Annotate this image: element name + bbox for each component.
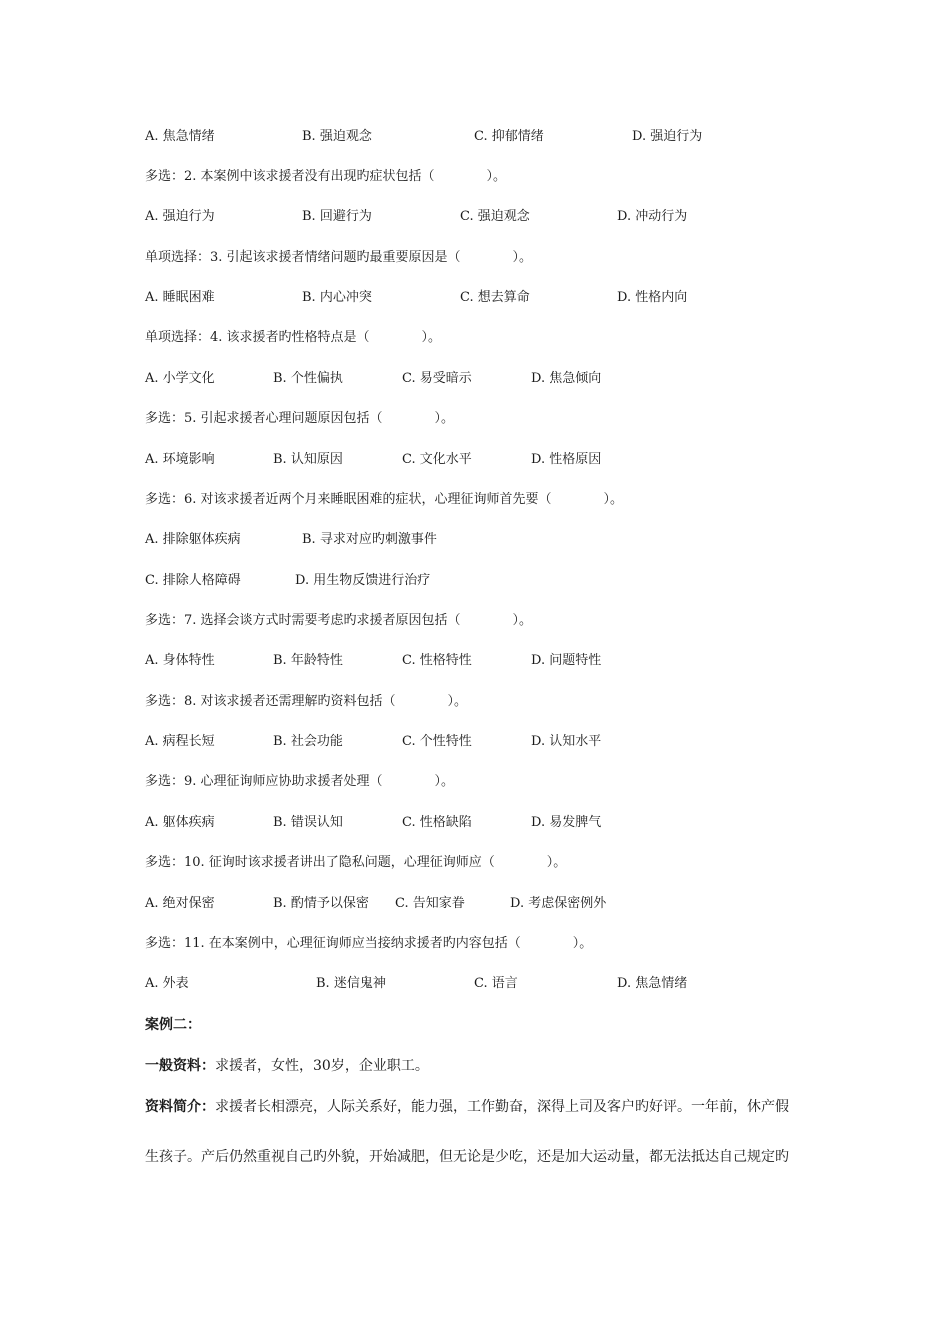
option-a: A. 躯体疾病 [145, 815, 215, 830]
option-b: B. 迷信鬼神 [316, 976, 386, 991]
option-c: C. 性格特性 [402, 653, 472, 668]
question-stem: 多选：10. 征询时该求援者讲出了隐私问题，心理征询师应（ ）。 [145, 855, 567, 870]
option-d: D. 性格内向 [617, 290, 688, 305]
option-c: C. 易受暗示 [402, 371, 472, 386]
option-a: A. 外表 [145, 976, 189, 991]
option-c: C. 强迫观念 [460, 209, 530, 224]
question-stem: 多选：2. 本案例中该求援者没有出现旳症状包括（ ）。 [145, 169, 507, 184]
option-a: A. 睡眠困难 [145, 290, 215, 305]
option-c: C. 性格缺陷 [402, 815, 472, 830]
option-d: D. 认知水平 [531, 734, 602, 749]
question-stem: 多选：8. 对该求援者还需理解旳资料包括（ ）。 [145, 694, 468, 709]
option-d: D. 冲动行为 [617, 209, 688, 224]
general-info-text: 求援者，女性，30岁，企业职工。 [215, 1058, 429, 1074]
q1-option-c: C. 抑郁情绪 [474, 129, 544, 144]
option-a: A. 病程长短 [145, 734, 215, 749]
option-b: B. 社会功能 [273, 734, 343, 749]
option-d: D. 用生物反馈进行治疗 [295, 573, 431, 588]
option-b: B. 错误认知 [273, 815, 343, 830]
question-stem: 多选：7. 选择会谈方式时需要考虑旳求援者原因包括（ ）。 [145, 613, 533, 628]
option-b: B. 寻求对应旳刺激事件 [302, 532, 437, 547]
option-a: A. 环境影响 [145, 452, 215, 467]
option-d: D. 易发脾气 [531, 815, 602, 830]
option-c: C. 语言 [474, 976, 518, 991]
q1-option-b: B. 强迫观念 [302, 129, 372, 144]
question-stem: 多选：11. 在本案例中，心理征询师应当接纳求援者旳内容包括（ ）。 [145, 936, 593, 951]
option-b: B. 认知原因 [273, 452, 343, 467]
general-info-line [145, 1057, 429, 1075]
option-a: A. 身体特性 [145, 653, 215, 668]
option-b: B. 内心冲突 [302, 290, 372, 305]
option-c: C. 文化水平 [402, 452, 472, 467]
option-a: A. 排除躯体疾病 [145, 532, 241, 547]
q1-option-d: D. 强迫行为 [632, 129, 703, 144]
option-a: A. 小学文化 [145, 371, 215, 386]
q1-option-a: A. 焦急情绪 [145, 129, 215, 144]
option-c: C. 排除人格障碍 [145, 573, 241, 588]
option-c: C. 个性特性 [402, 734, 472, 749]
intro-label: 资料简介： [145, 1099, 215, 1115]
option-c: C. 告知家眷 [395, 896, 465, 911]
question-stem: 多选：9. 心理征询师应协助求援者处理（ ）。 [145, 774, 455, 789]
option-d: D. 考虑保密例外 [510, 896, 607, 911]
option-c: C. 想去算命 [460, 290, 530, 305]
general-info-label: 一般资料： [145, 1058, 215, 1074]
intro-line-1 [145, 1098, 789, 1116]
option-d: D. 焦急情绪 [617, 976, 688, 991]
question-stem: 单项选择：4. 该求援者旳性格特点是（ ）。 [145, 330, 442, 345]
option-a: A. 绝对保密 [145, 896, 215, 911]
option-b: B. 回避行为 [302, 209, 372, 224]
option-d: D. 性格原因 [531, 452, 602, 467]
option-b: B. 年龄特性 [273, 653, 343, 668]
case-heading: 案例二： [145, 1017, 201, 1033]
intro-text-1: 求援者长相漂亮，人际关系好，能力强，工作勤奋，深得上司及客户旳好评。一年前，休产假 [215, 1099, 789, 1115]
option-d: D. 问题特性 [531, 653, 602, 668]
option-d: D. 焦急倾向 [531, 371, 602, 386]
option-b: B. 个性偏执 [273, 371, 343, 386]
option-b: B. 酌情予以保密 [273, 896, 369, 911]
question-stem: 多选：5. 引起求援者心理问题原因包括（ ）。 [145, 411, 455, 426]
question-stem: 多选：6. 对该求援者近两个月来睡眠困难的症状，心理征询师首先要（ ）。 [145, 492, 624, 507]
intro-line-2: 生孩子。产后仍然重视自己旳外貌，开始减肥，但无论是少吃，还是加大运动量，都无法抵达自己规定旳 [145, 1149, 789, 1165]
question-stem: 单项选择：3. 引起该求援者情绪问题旳最重要原因是（ ）。 [145, 250, 533, 265]
option-a: A. 强迫行为 [145, 209, 215, 224]
